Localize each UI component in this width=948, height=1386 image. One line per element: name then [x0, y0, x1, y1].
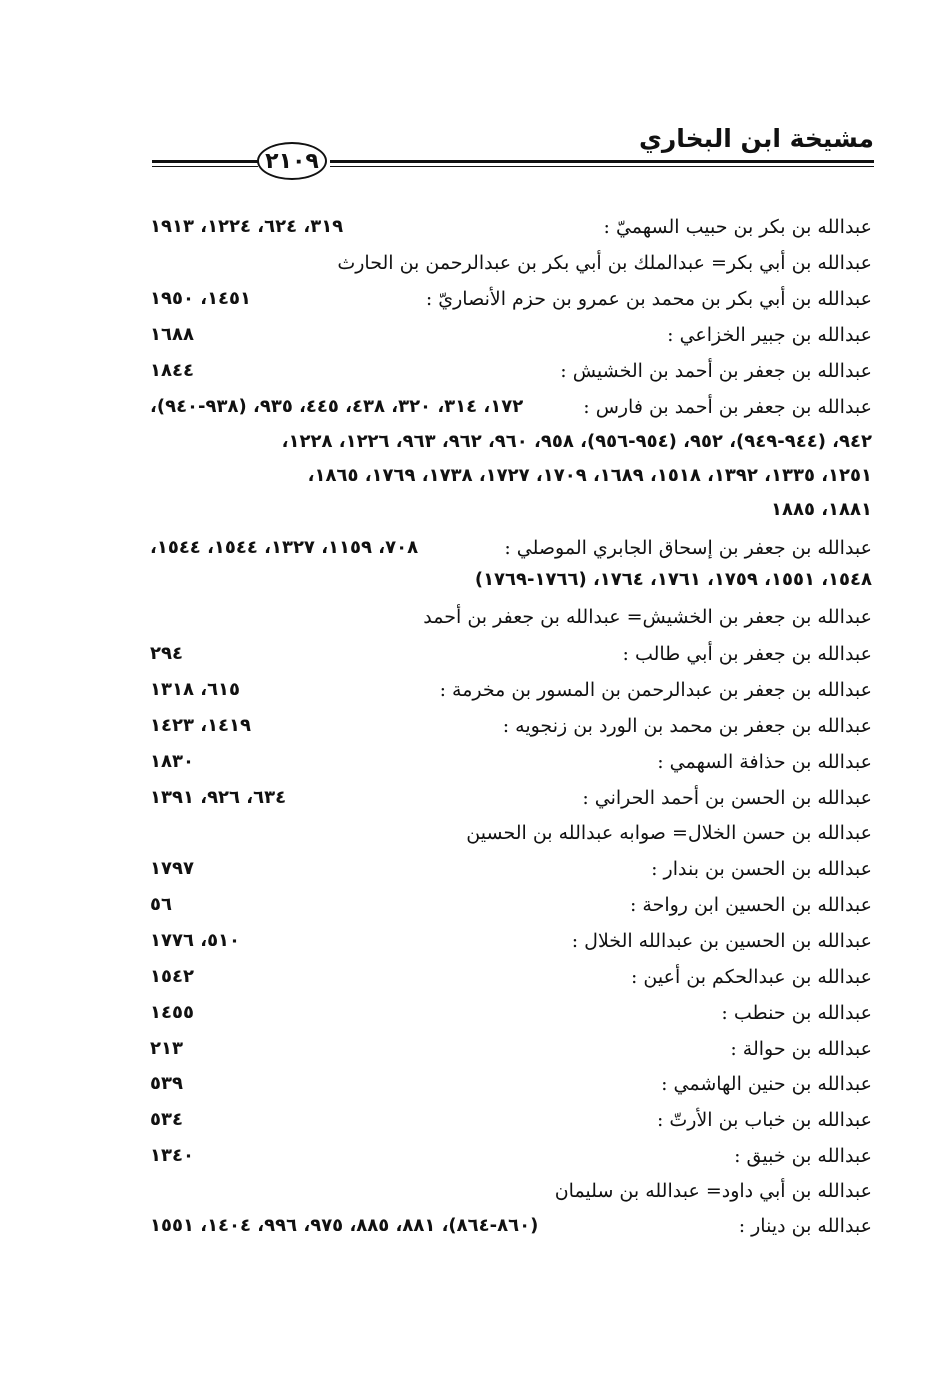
entry-name: عبدالله بن الحسين ابن رواحة : — [629, 894, 872, 916]
entry-name: عبدالله بن جعفر بن محمد بن الورد بن زنجويه : — [502, 715, 872, 737]
entry-refs: ٥١٠، ١٧٧٦ — [150, 930, 241, 951]
index-entry — [150, 606, 872, 640]
entry-name: عبدالله بن جعفر بن أبي طالب : — [622, 643, 872, 665]
entry-refs: ٢١٣ — [150, 1038, 183, 1059]
index-entry — [150, 216, 872, 250]
entry-name: عبدالله بن الحسين بن عبدالله الخلال : — [571, 930, 872, 952]
entry-name: عبدالله بن أبي بكر= عبدالملك بن أبي بكر بن عبدالرحمن بن الحارث — [337, 252, 872, 274]
index-entry — [150, 1073, 872, 1107]
entry-refs: ١٤٥١، ١٩٥٠ — [150, 288, 252, 309]
entry-name: عبدالله بن أبي بكر بن محمد بن عمرو بن حزم الأنصاريّ : — [425, 288, 872, 310]
entry-name: عبدالله بن خباب بن الأرتّ : — [656, 1109, 872, 1131]
index-entry — [150, 396, 872, 430]
entry-refs: ٢٩٤ — [150, 643, 183, 664]
index-entry — [150, 751, 872, 785]
entry-name: عبدالله بن بكر بن حبيب السهميّ : — [603, 216, 872, 238]
index-entry-continuation — [150, 499, 872, 533]
entry-name: عبدالله بن حوالة : — [730, 1038, 872, 1060]
index-entry — [150, 252, 872, 286]
entry-name: عبدالله بن خبيق : — [734, 1145, 872, 1167]
entry-refs: ١٢٥١، ١٣٣٥، ١٣٩٢، ١٥١٨، ١٦٨٩، ١٧٠٩، ١٧٢٧، ١٧٣٨، ١٧٦٩، ١٨٦٥، — [307, 465, 872, 486]
entry-name: عبدالله بن جعفر بن الخشيش= عبدالله بن جعفر بن أحمد — [423, 606, 872, 628]
index-entry — [150, 822, 872, 856]
entry-refs: ١٨٣٠ — [150, 751, 194, 772]
entry-name: عبدالله بن جعفر بن أحمد بن فارس : — [583, 396, 872, 418]
index-entry — [150, 930, 872, 964]
entry-name: عبدالله بن الحسن بن أحمد الحراني : — [582, 787, 872, 809]
entry-name: عبدالله بن حنطب : — [721, 1002, 872, 1024]
entry-refs: ١٥٤٢ — [150, 966, 194, 987]
entry-refs: ٥٣٩ — [150, 1073, 183, 1094]
index-entry — [150, 537, 872, 571]
index-entry — [150, 858, 872, 892]
running-head-title: مشيخة ابن البخاري — [638, 124, 874, 153]
entry-refs: ٥٦ — [150, 894, 172, 915]
header-rule-left-thin — [152, 166, 258, 167]
entry-refs: ٣١٩، ٦٢٤، ١٢٢٤، ١٩١٣ — [150, 216, 344, 237]
entry-refs: ٦١٥، ١٣١٨ — [150, 679, 241, 700]
entry-refs: ١٣٤٠ — [150, 1145, 194, 1166]
index-entry — [150, 679, 872, 713]
index-entry — [150, 1180, 872, 1214]
entry-name: عبدالله بن عبدالحكم بن أعين : — [630, 966, 872, 988]
entry-name: عبدالله بن جبير الخزاعي : — [667, 324, 872, 346]
entry-name: عبدالله بن حنين الهاشمي : — [661, 1073, 872, 1095]
entry-name: عبدالله بن حذافة السهمي : — [657, 751, 872, 773]
entry-refs: ١٧٢، ٣١٤، ٣٢٠، ٤٣٨، ٤٤٥، ٩٣٥، (٩٣٨-٩٤٠)، — [150, 396, 524, 417]
entry-refs: (٨٦٠-٨٦٤)، ٨٨١، ٨٨٥، ٩٧٥، ٩٩٦، ١٤٠٤، ١٥٥١ — [150, 1215, 539, 1236]
index-entry — [150, 1109, 872, 1143]
entry-name: عبدالله بن الحسن بن بندار : — [651, 858, 872, 880]
entry-name: عبدالله بن دينار : — [738, 1215, 872, 1237]
entry-refs: ١٧٩٧ — [150, 858, 194, 879]
index-entry — [150, 1002, 872, 1036]
index-entry — [150, 1038, 872, 1072]
index-entry-continuation — [150, 431, 872, 465]
entry-name: عبدالله بن حسن الخلال= صوابه عبدالله بن الحسين — [466, 822, 872, 844]
index-entry — [150, 360, 872, 394]
entry-refs: ٥٣٤ — [150, 1109, 183, 1130]
entry-name: عبدالله بن جعفر بن عبدالرحمن بن المسور بن مخرمة : — [439, 679, 872, 701]
entry-name: عبدالله بن أبي داود= عبدالله بن سليمان — [554, 1180, 872, 1202]
index-entry-continuation — [150, 569, 872, 603]
entry-refs: ١٤١٩، ١٤٢٣ — [150, 715, 252, 736]
page-number: ٢١٠٩ — [257, 142, 327, 180]
index-entry — [150, 324, 872, 358]
entry-refs: ١٦٨٨ — [150, 324, 194, 345]
header-rule-right-thick — [330, 160, 874, 163]
entry-name: عبدالله بن جعفر بن إسحاق الجابري الموصلي : — [504, 537, 872, 559]
entry-refs: ١٤٥٥ — [150, 1002, 194, 1023]
index-entry — [150, 288, 872, 322]
index-entry — [150, 715, 872, 749]
entry-refs: ١٥٤٨، ١٥٥١، ١٧٥٩، ١٧٦١، ١٧٦٤، (١٧٦٦-١٧٦٩) — [474, 569, 872, 590]
index-entry-continuation — [150, 465, 872, 499]
entry-refs: ٦٣٤، ٩٢٦، ١٣٩١ — [150, 787, 287, 808]
index-entry — [150, 894, 872, 928]
index-entry — [150, 643, 872, 677]
entry-refs: ١٨٨١، ١٨٨٥ — [770, 499, 872, 520]
entry-refs: ٧٠٨، ١١٥٩، ١٣٢٧، ١٥٤٤، ١٥٤٤، — [150, 537, 419, 558]
index-entry — [150, 787, 872, 821]
index-entry — [150, 1145, 872, 1179]
index-entry — [150, 1215, 872, 1249]
index-entry — [150, 966, 872, 1000]
header-rule-left-thick — [152, 160, 258, 163]
entry-refs: ٩٤٢، (٩٤٤-٩٤٩)، ٩٥٢، (٩٥٤-٩٥٦)، ٩٥٨، ٩٦٠، ٩٦٢، ٩٦٣، ١٢٢٦، ١٢٢٨، — [281, 431, 872, 452]
entry-name: عبدالله بن جعفر بن أحمد بن الخشيش : — [560, 360, 872, 382]
entry-refs: ١٨٤٤ — [150, 360, 194, 381]
header-rule-right-thin — [330, 166, 874, 167]
